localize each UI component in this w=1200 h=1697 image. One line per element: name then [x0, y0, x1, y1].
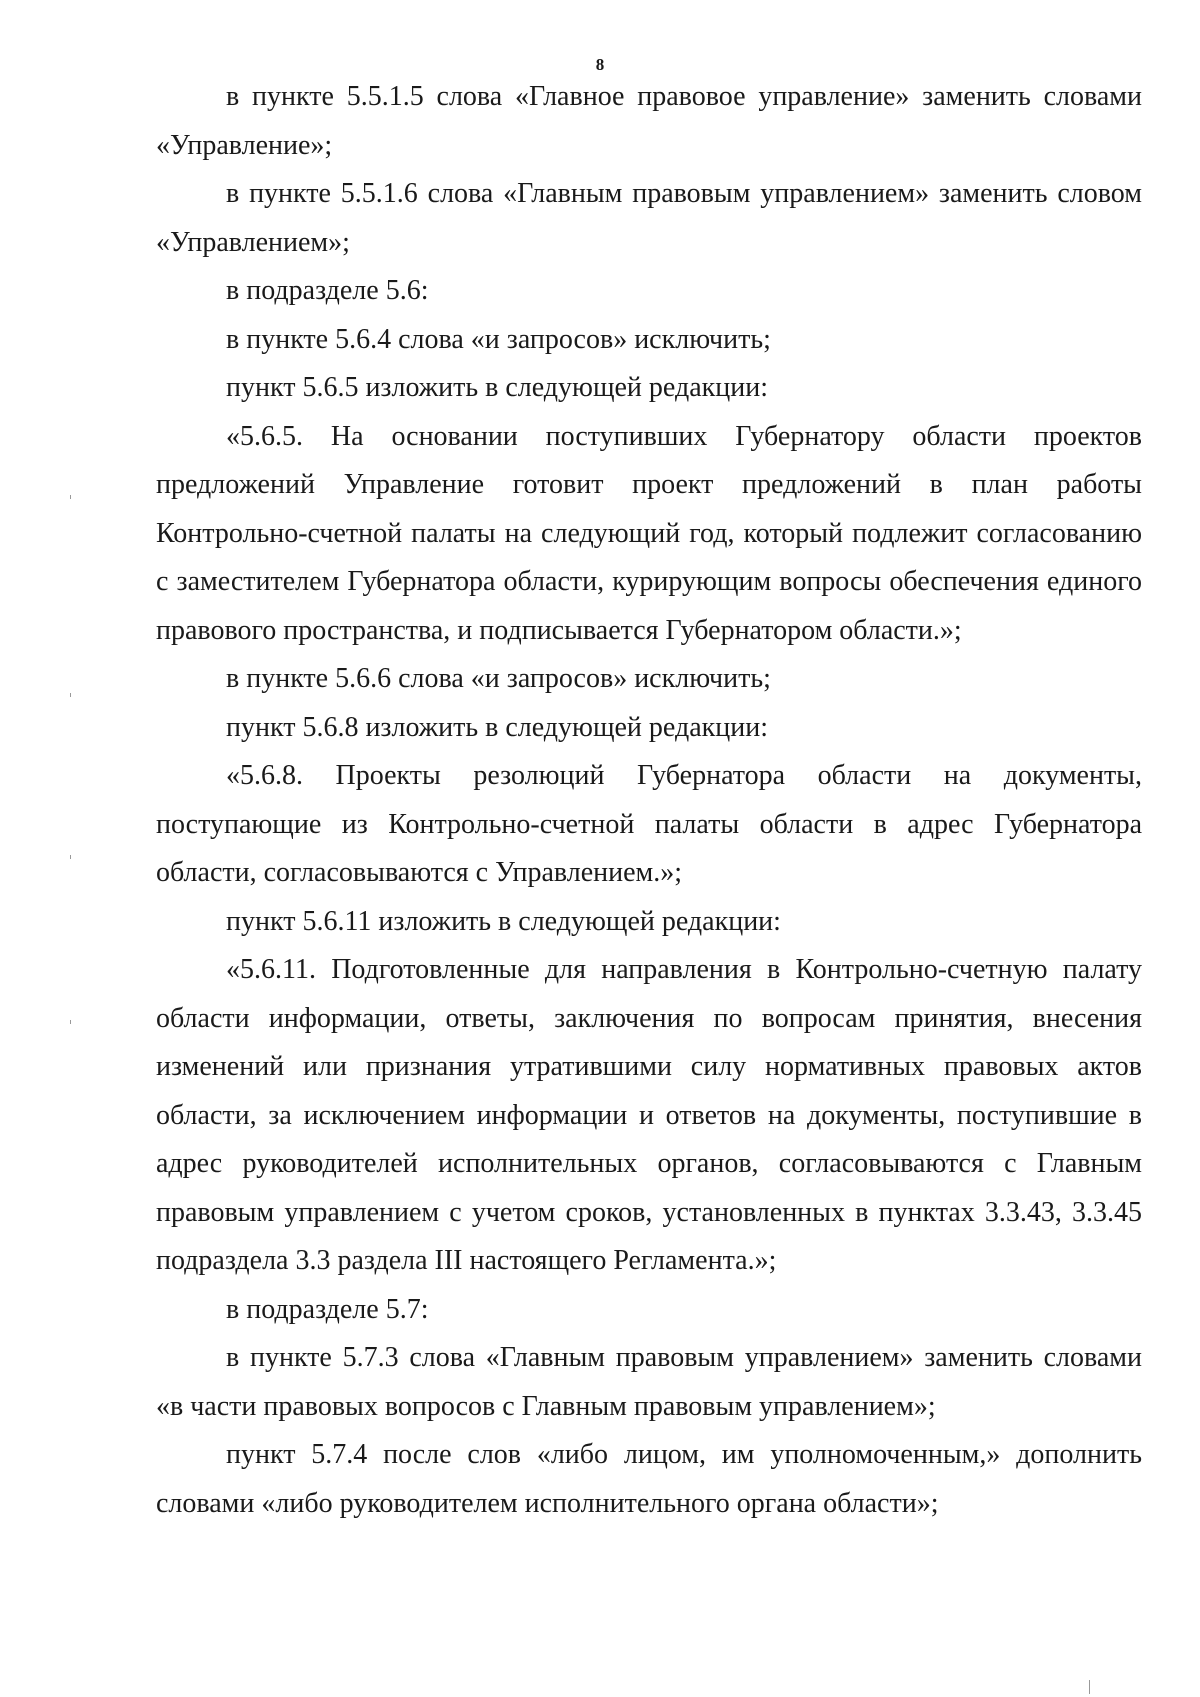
paragraph-7: в пункте 5.6.6 слова «и запросов» исключить; [226, 663, 771, 694]
paragraph-8: пункт 5.6.8 изложить в следующей редакции: [226, 711, 768, 743]
paragraph-9: «5.6.8. Проекты резолюций Губернатора области на документы, поступающие из Контрольно-счетной палаты области в адрес Губернатора области, согласовываются с Управлением.»; [156, 760, 1142, 888]
paragraph-1: в пункте 5.5.1.5 слова «Главное правовое управление» заменить словами «Управление»; [156, 81, 1142, 161]
scan-mark [70, 1020, 71, 1024]
scan-mark [1089, 1680, 1090, 1694]
scan-mark [70, 855, 71, 859]
paragraph-14: пункт 5.7.4 после слов «либо лицом, им уполномоченным,» дополнить словами «либо руководителем исполнительного органа области»; [156, 1439, 1142, 1519]
paragraph-11: «5.6.11. Подготовленные для направления в Контрольно-счетную палату области информации, ответы, заключения по вопросам принятия, внесения изменений или признания утратившими силу нормативных правовых актов области, за исключением информации и ответов на документы, поступившие в адрес руководителей исполнительных органов, согласовываются с Главным правовым управлением с учетом сроков, установленных в пунктах 3.3.43, 3.3.45 подраздела 3.3 раздела III настоящего Регламента.»; [156, 954, 1142, 1276]
scan-mark [70, 693, 71, 697]
paragraph-3: в подразделе 5.6: [226, 275, 429, 306]
paragraph-6: «5.6.5. На основании поступивших Губернатору области проектов предложений Управление готовит проект предложений в план работы Контрольно-счетной палаты на следующий год, который подлежит согласованию с заместителем Губернатора области, курирующим вопросы обеспечения единого правового пространства, и подписывается Губернатором области.»; [156, 420, 1142, 646]
scan-mark [70, 495, 71, 499]
document-body [156, 73, 1142, 1528]
paragraph-4: в пункте 5.6.4 слова «и запросов» исключить; [226, 323, 771, 355]
paragraph-12: в подразделе 5.7: [226, 1293, 429, 1325]
paragraph-10: пункт 5.6.11 изложить в следующей редакции: [226, 905, 781, 937]
page-number: 8 [595, 55, 605, 74]
paragraph-2: в пункте 5.5.1.6 слова «Главным правовым управлением» заменить словом «Управлением»; [156, 178, 1142, 258]
paragraph-13: в пункте 5.7.3 слова «Главным правовым управлением» заменить словами «в части правовых вопросов с Главным правовым управлением»; [156, 1342, 1142, 1422]
paragraph-5: пункт 5.6.5 изложить в следующей редакции: [226, 372, 768, 403]
